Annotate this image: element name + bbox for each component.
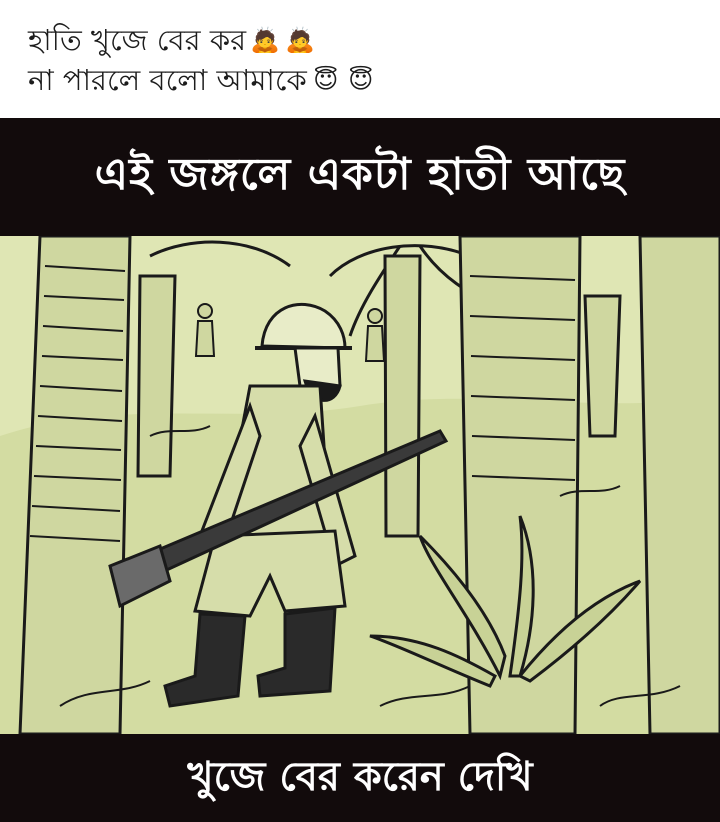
caption-line-1: [28, 20, 708, 60]
caption-text-1: হাতি খুজে বের কর: [28, 23, 247, 57]
meme-title: এই জঙ্গলে একটা হাতী আছে: [94, 148, 626, 200]
post-caption: [28, 20, 708, 110]
jungle-hunter-illustration: [0, 236, 720, 734]
bowing-person-icon: 🙇: [285, 26, 316, 54]
smiling-halo-face-icon: 😇: [313, 66, 339, 94]
meme-image[interactable]: [0, 118, 720, 822]
caption-text-2: না পারলে বলো আমাকে: [28, 63, 307, 97]
bowing-person-icon: 🙇: [250, 26, 281, 54]
smiling-halo-face-icon: 😇: [348, 66, 374, 94]
caption-line-2: [28, 60, 708, 100]
meme-footer: খুজে বের করেন দেখি: [187, 753, 533, 800]
